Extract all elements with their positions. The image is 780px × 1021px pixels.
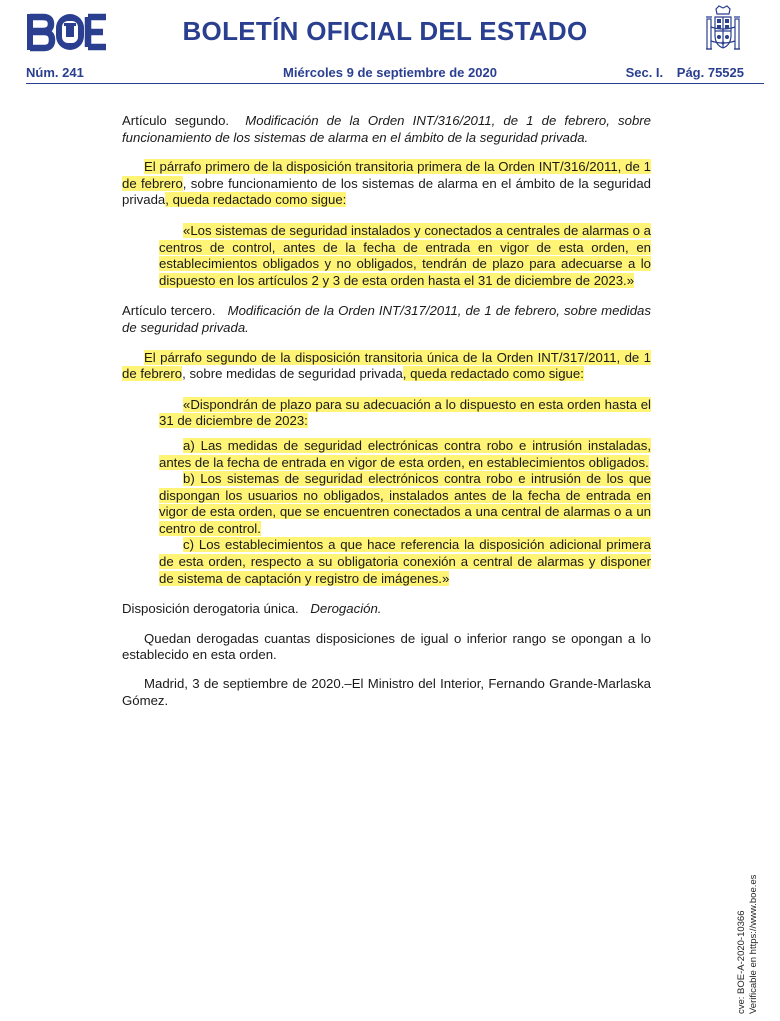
article-title: Modificación de la Orden INT/316/2011, de 1 de febrero, sobre funcionamiento de los sistemas de alarma en el ámbito de la seguridad privada. xyxy=(122,113,652,145)
page-label: Pág. 75525 xyxy=(676,65,744,80)
derogation-heading xyxy=(122,601,651,618)
quote-item-b: b) Los sistemas de seguridad electrónicos contra robo e intrusión de los que dispongan los usuarios no obligados, instalados antes de la fecha de entrada en vigor de esta orden, que se encuentren conectados a una central de alarmas o a un centro de control. xyxy=(159,471,651,536)
highlighted-text: , queda redactado como sigue: xyxy=(402,366,584,382)
verification-note xyxy=(736,875,760,1014)
highlighted-quote: «Los sistemas de seguridad instalados y conectados a centrales de alarmas o a centros de control, antes de la fecha de entrada en vigor de esta orden, en establecimientos obligados y no obligados, tendrán de plazo para adecuarse a lo dispuesto en los artículos 2 y 3 de esta orden hasta el 31 de diciembre de 2023.» xyxy=(159,222,651,288)
issue-number: Núm. 241 xyxy=(26,65,84,80)
section-label: Sec. I. xyxy=(625,65,664,80)
header-divider xyxy=(26,83,764,84)
signature-line: Madrid, 3 de septiembre de 2020.–El Ministro del Interior, Fernando Grande-Marlaska Gómez. xyxy=(122,676,651,708)
issue-date: Miércoles 9 de septiembre de 2020 xyxy=(283,65,497,80)
quote-item-a: a) Las medidas de seguridad electrónicas contra robo e intrusión instaladas, antes de la fecha de entrada en vigor de esta orden, en establecimientos obligados. xyxy=(159,437,651,470)
article-2-heading xyxy=(122,113,651,146)
gazette-title: BOLETÍN OFICIAL DEL ESTADO xyxy=(182,16,588,46)
article-label: Artículo tercero. xyxy=(122,303,216,319)
cve-code: cve: BOE-A-2020-10366 xyxy=(736,910,747,1014)
highlighted-text: El párrafo primero de la disposición transitoria primera de la Orden INT/316/2011, de 1 de febrero xyxy=(122,159,651,191)
provision-label: Disposición derogatoria única. xyxy=(122,601,299,617)
coat-of-arms-icon xyxy=(704,5,742,57)
derogation-text: Quedan derogadas cuantas disposiciones de igual o inferior rango se opongan a lo establecido en esta orden. xyxy=(122,630,651,663)
section-page xyxy=(616,65,744,80)
article-2-paragraph xyxy=(122,159,651,209)
article-title: Modificación de la Orden INT/317/2011, de 1 de febrero, sobre medidas de seguridad privada. xyxy=(122,303,651,335)
paragraph-text: , sobre funcionamiento de los sistemas de alarma en el ámbito de la seguridad privada xyxy=(122,175,651,208)
article-3-heading xyxy=(122,303,651,336)
verify-link: Verificable en https://www.boe.es xyxy=(748,874,759,1014)
highlighted-text: , queda redactado como sigue: xyxy=(165,192,347,208)
highlighted-text: El párrafo segundo de la disposición transitoria única de la Orden INT/317/2011, de 1 de febrero xyxy=(122,349,651,382)
article-3-paragraph xyxy=(122,350,651,383)
article-2-quote xyxy=(122,223,651,289)
paragraph-text: , sobre medidas de seguridad privada xyxy=(182,366,403,382)
article-3-quote xyxy=(122,397,651,588)
provision-title: Derogación. xyxy=(310,601,382,617)
quote-item-c: c) Los establecimientos a que hace referencia la disposición adicional primera de esta orden, respecto a su obligatoria conexión a central de alarmas y disponer de sistema de captación y registro de imágenes.» xyxy=(159,537,651,586)
boe-logo xyxy=(26,12,110,52)
highlighted-quote-intro: «Dispondrán de plazo para su adecuación a lo dispuesto en esta orden hasta el 31 de diciembre de 2023: xyxy=(159,396,651,429)
article-label: Artículo segundo. xyxy=(122,113,230,128)
document-body xyxy=(122,113,651,709)
